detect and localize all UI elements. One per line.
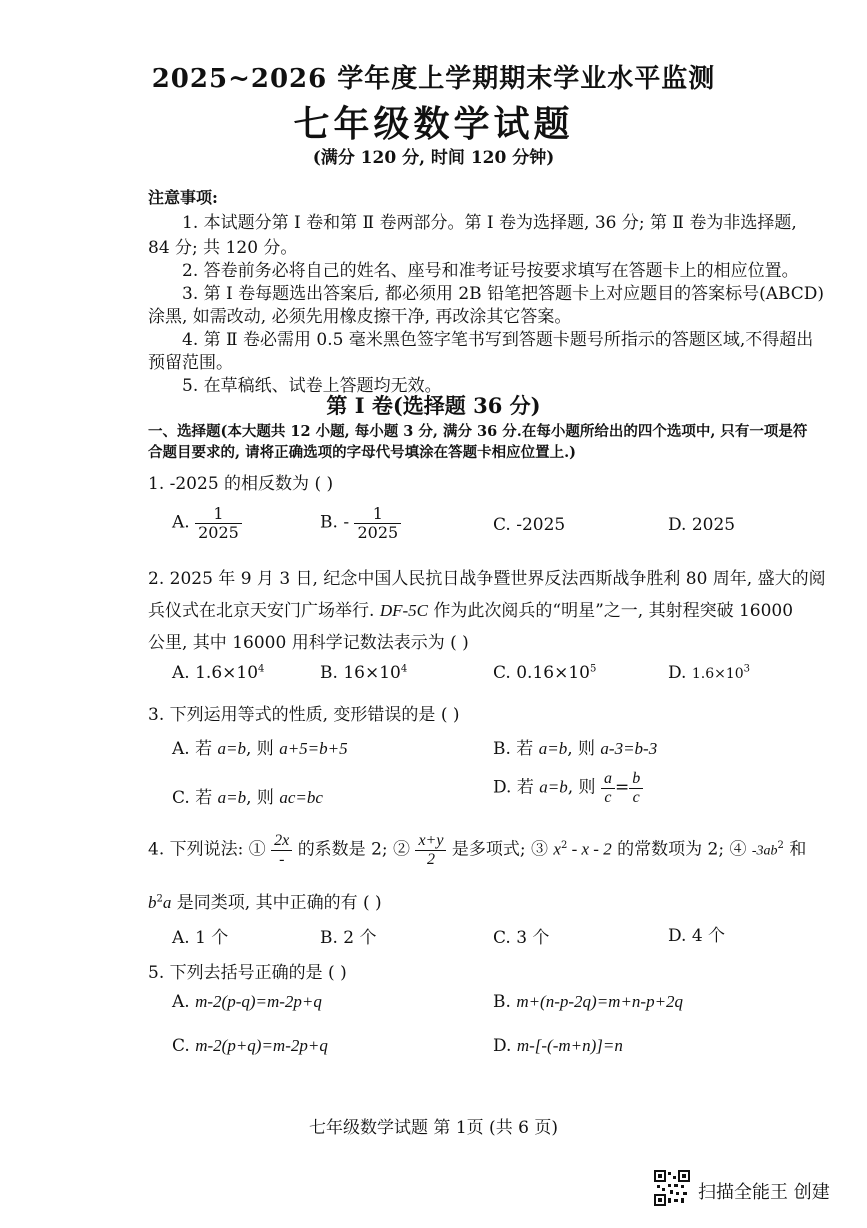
equals-sign: =	[614, 777, 630, 798]
question-4-option-c: C. 3 个	[493, 928, 550, 948]
text: , 则	[245, 739, 274, 759]
exponent: 4	[258, 663, 265, 675]
notice-line: 2. 答卷前务必将自己的姓名、座号和准考证号按要求填写在答题卡上的相应位置。	[182, 261, 799, 281]
question-3-option-b	[493, 734, 657, 759]
option-label: C.	[172, 1036, 190, 1056]
question-2-line: 公里, 其中 16000 用科学记数法表示为 ( )	[148, 633, 469, 653]
text: , 则	[567, 777, 596, 798]
expression: m-2(p+q)=m-2p+q	[195, 1036, 328, 1055]
text: , 则	[567, 739, 596, 759]
expression: -3ab	[751, 843, 778, 859]
fraction	[271, 832, 292, 868]
condition: a=b	[538, 739, 568, 758]
notice-line: 3. 第 Ⅰ 卷每题选出答案后, 都必须用 2B 铅笔把答题卡上对应题目的答案标号(ABCD)	[182, 284, 825, 304]
fraction	[354, 505, 401, 541]
denominator: c	[632, 788, 640, 806]
question-1-stem: 1. -2025 的相反数为 ( )	[148, 474, 334, 494]
numerator: a	[601, 770, 615, 789]
text: 和	[789, 839, 807, 860]
fraction	[601, 770, 615, 806]
option-label: B.	[320, 663, 338, 683]
question-4-line1	[148, 832, 806, 868]
text: 4. 下列说法: ①	[148, 839, 266, 860]
question-1-option-c: C. -2025	[493, 515, 566, 535]
option-label: A.	[172, 512, 190, 533]
expression: x	[553, 839, 561, 859]
question-3-option-a	[172, 734, 348, 759]
question-4-option-d: D. 4 个	[668, 926, 726, 946]
condition: a=b	[539, 777, 568, 797]
denominator: 2025	[357, 522, 399, 542]
text: 的系数是 2; ②	[297, 839, 411, 860]
expression: m-2(p-q)=m-2p+q	[195, 992, 322, 1011]
text: 作为此次阅兵的“明星”之一, 其射程突破 16000	[433, 601, 794, 621]
notice-line: 5. 在草稿纸、试卷上答题均无效。	[182, 376, 442, 396]
qr-code-icon	[654, 1170, 690, 1206]
exponent: 2	[156, 893, 163, 905]
result: a-3=b-3	[600, 739, 658, 758]
fraction	[195, 505, 242, 541]
exam-title-main: 七年级数学试题	[293, 103, 574, 145]
section-heading: 第 Ⅰ 卷(选择题 36 分)	[326, 393, 541, 418]
question-1-option-d: D. 2025	[668, 515, 736, 535]
question-2-option-c	[493, 663, 596, 683]
variable: a	[162, 893, 172, 912]
question-2-line: 2. 2025 年 9 月 3 日, 纪念中国人民抗日战争暨世界反法西斯战争胜利 80 周年, 盛大的阅	[148, 569, 826, 589]
question-2-option-a	[172, 663, 264, 683]
base: 0.16×10	[516, 663, 590, 683]
option-label: A.	[172, 663, 190, 683]
scanner-watermark-label: 扫描全能王 创建	[698, 1182, 830, 1203]
option-label: A. 若	[172, 739, 213, 759]
exponent: 2	[777, 839, 784, 851]
result: a+5=b+5	[279, 739, 348, 758]
option-label: B. 若	[493, 739, 534, 759]
option-label: D. 若	[493, 777, 534, 798]
notice-heading: 注意事项:	[148, 188, 218, 207]
option-label: B.	[320, 512, 338, 533]
base: 1.6×10	[195, 663, 259, 683]
question-4-line2	[148, 888, 382, 913]
option-label: C. 若	[172, 788, 213, 808]
section-intro: 一、选择题(本大题共 12 小题, 每小题 3 分, 满分 36 分.在每小题所给出的四个选项中, 只有一项是符	[148, 423, 808, 440]
expression: m-[-(-m+n)]=n	[516, 1036, 623, 1055]
text: , 则	[246, 788, 274, 808]
condition: a=b	[217, 788, 247, 807]
notice-line: 预留范围。	[148, 353, 233, 373]
text: 兵仪式在北京天安门广场举行.	[148, 601, 375, 621]
minus-sign: -	[343, 512, 350, 533]
missile-name: DF-5C	[379, 601, 428, 620]
numerator: 1	[354, 505, 401, 524]
question-5-option-a	[172, 992, 322, 1012]
question-3-option-d	[493, 770, 643, 806]
notice-line: 84 分; 共 120 分。	[148, 238, 298, 258]
exponent: 5	[589, 663, 597, 675]
base: 16×10	[343, 663, 401, 683]
option-label: D.	[493, 1036, 512, 1056]
numerator: 1	[195, 505, 242, 524]
numerator: 2x	[271, 832, 292, 851]
exam-title-line1: 2025~2026 学年度上学期期末学业水平监测	[151, 64, 716, 94]
result: ac=bc	[279, 788, 323, 807]
text: 是多项式; ③	[451, 839, 548, 860]
denominator: 2025	[198, 522, 239, 542]
option-label: D.	[668, 663, 687, 683]
question-5-option-b	[493, 992, 683, 1012]
page-footer: 七年级数学试题 第 1页 (共 6 页)	[309, 1118, 558, 1138]
base: 1.6×10	[691, 666, 744, 682]
exam-score-time: (满分 120 分, 时间 120 分钟)	[312, 148, 555, 168]
fraction	[629, 770, 643, 806]
question-1-option-b	[320, 505, 401, 541]
expression: - x - 2	[567, 839, 612, 859]
numerator: x+y	[415, 832, 446, 851]
question-2-line	[148, 596, 793, 621]
question-5-option-d	[493, 1036, 623, 1056]
exponent: 4	[400, 663, 408, 675]
denominator: c	[604, 788, 612, 806]
exponent: 2	[560, 839, 568, 851]
notice-line: 4. 第 Ⅱ 卷必需用 0.5 毫米黑色签字笔书写到答题卡题号所指示的答题区域,不得超出	[182, 330, 814, 350]
question-3-stem: 3. 下列运用等式的性质, 变形错误的是 ( )	[148, 705, 460, 725]
question-5-stem: 5. 下列去括号正确的是 ( )	[148, 963, 347, 983]
text: 的常数项为 2; ④	[617, 839, 747, 860]
question-4-option-b: B. 2 个	[320, 928, 377, 948]
notice-line: 涂黑, 如需改动, 必须先用橡皮擦干净, 再改涂其它答案。	[148, 307, 572, 327]
numerator: b	[629, 770, 643, 789]
option-label: B.	[493, 992, 511, 1012]
text: 是同类项, 其中正确的有 ( )	[176, 893, 382, 913]
question-3-option-c	[172, 783, 323, 808]
option-label: A.	[172, 992, 190, 1012]
question-5-option-c	[172, 1036, 328, 1056]
question-4-option-a: A. 1 个	[172, 928, 229, 948]
denominator: 2	[426, 850, 435, 868]
denominator: -	[279, 850, 285, 868]
section-intro: 合题目要求的, 请将正确选项的字母代号填涂在答题卡相应位置上.)	[148, 444, 577, 461]
variable: b	[148, 893, 157, 912]
exponent: 3	[743, 663, 751, 675]
expression: m+(n-p-2q)=m+n-p+2q	[516, 992, 684, 1011]
notice-line: 1. 本试题分第 Ⅰ 卷和第 Ⅱ 卷两部分。第 Ⅰ 卷为选择题, 36 分; 第 Ⅱ 卷为非选择题,	[182, 213, 797, 233]
question-1-option-a	[172, 505, 242, 541]
condition: a=b	[217, 739, 246, 758]
fraction	[415, 832, 446, 868]
question-2-option-b	[320, 663, 407, 683]
question-2-option-d	[668, 663, 750, 683]
option-label: C.	[493, 663, 511, 683]
